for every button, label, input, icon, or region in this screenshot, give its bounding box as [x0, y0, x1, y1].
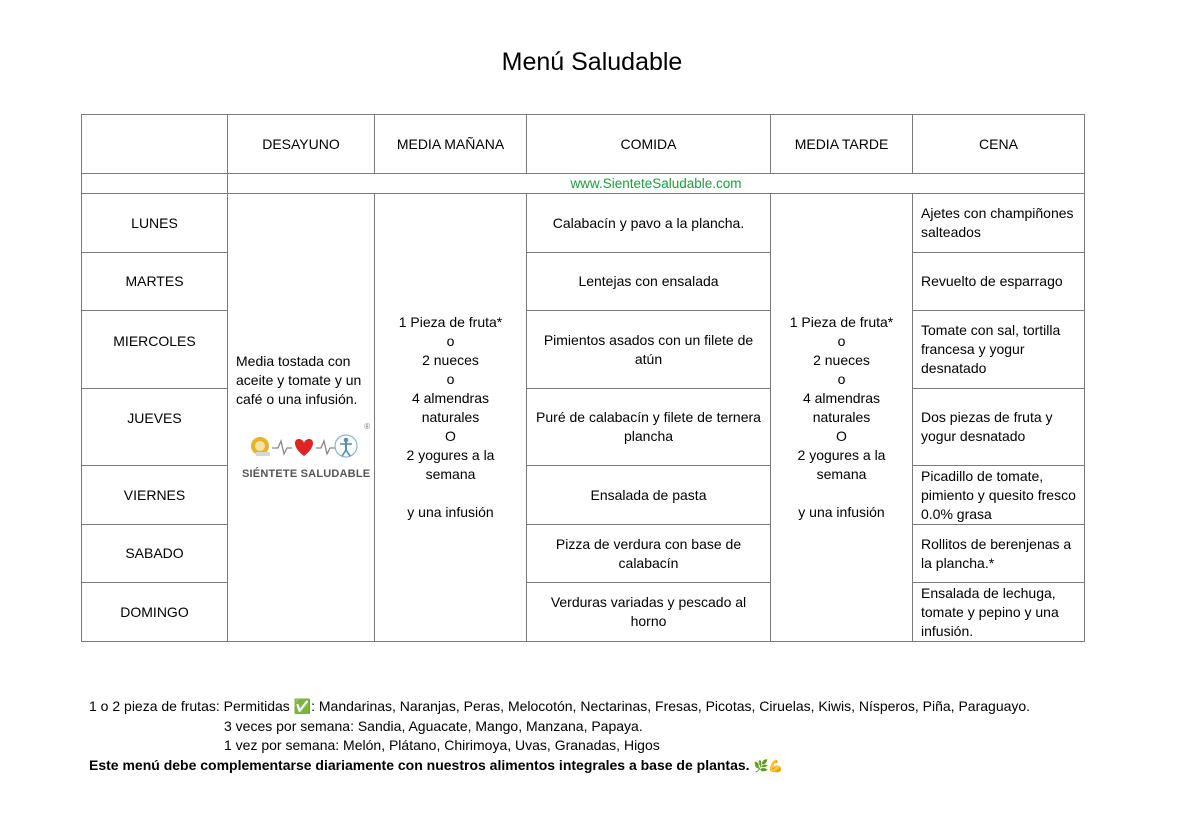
desayuno-text: Media tostada con aceite y tomate y un café o una infusión. — [236, 352, 362, 407]
snack-line: naturales — [812, 409, 871, 425]
siente-saludable-logo — [242, 421, 371, 484]
cena-cell: Ajetes con champiñones salteados — [913, 194, 1085, 253]
table-row — [82, 194, 1085, 253]
cena-cell: Revuelto de esparrago — [913, 253, 1085, 311]
day-label: SABADO — [82, 525, 228, 583]
comida-cell: Verduras variadas y pescado al horno — [527, 583, 771, 642]
snack-line: naturales — [421, 409, 480, 425]
snack-spacer — [779, 484, 904, 503]
pulse-line-right — [316, 441, 335, 454]
cena-cell: Tomate con sal, tortilla francesa y yogur desnatado — [913, 311, 1085, 389]
comida-cell: Calabacín y pavo a la plancha. — [527, 194, 771, 253]
comida-cell: Pimientos asados con un filete de atún — [527, 311, 771, 389]
day-label: MIERCOLES — [82, 311, 228, 389]
comida-cell: Pizza de verdura con base de calabacín — [527, 525, 771, 583]
snack-line: 4 almendras — [802, 390, 881, 406]
cena-cell: Picadillo de tomate, pimiento y quesito fresco 0.0% grasa — [913, 466, 1085, 525]
cena-cell: Ensalada de lechuga, tomate y pepino y una infusión. — [913, 583, 1085, 642]
website-link[interactable]: www.SienteteSaludable.com — [228, 174, 1085, 194]
snack-line: 1 Pieza de fruta* — [789, 314, 894, 330]
notes-line-three-times: 3 veces por semana: Sandia, Aguacate, Mango, Manzana, Papaya. — [224, 717, 643, 734]
snack-line: 2 yogures a la — [406, 447, 495, 463]
cena-cell: Rollitos de berenjenas a la plancha.* — [913, 525, 1085, 583]
cena-cell: Dos piezas de fruta y yogur desnatado — [913, 389, 1085, 466]
header-media-tarde: MEDIA TARDE — [771, 115, 913, 174]
comida-cell: Ensalada de pasta — [527, 466, 771, 525]
snack-line: 2 nueces — [813, 352, 870, 368]
logo-text: SIÉNTETE SALUDABLE — [242, 467, 371, 480]
media-tarde-cell — [771, 194, 913, 642]
day-label: DOMINGO — [82, 583, 228, 642]
website-row — [82, 174, 1085, 194]
snack-line: 1 Pieza de fruta* — [398, 314, 503, 330]
comida-cell: Lentejas con ensalada — [527, 253, 771, 311]
snack-line: semana — [425, 466, 476, 482]
snack-line: o — [446, 333, 455, 349]
apple-scale-icon — [251, 437, 270, 456]
snack-line: y una infusión — [798, 504, 885, 520]
complement-text: Este menú debe complementarse diariamente con nuestros alimentos integrales a base de plantas. — [89, 756, 750, 773]
heart-icon — [295, 439, 313, 456]
notes-line-once: 1 vez por semana: Melón, Plátano, Chirimoya, Uvas, Granadas, Higos — [224, 737, 660, 753]
header-row — [82, 115, 1085, 174]
snack-line: 4 almendras — [411, 390, 490, 406]
snack-line: o — [446, 371, 455, 387]
snack-line: semana — [816, 466, 867, 482]
website-empty-cell — [82, 174, 228, 194]
snack-line: y una infusión — [407, 504, 494, 520]
snack-line: 2 yogures a la — [797, 447, 886, 463]
notes-line-complement — [89, 756, 1030, 777]
logo-icons — [248, 431, 360, 461]
day-label: VIERNES — [82, 466, 228, 525]
header-media-manana: MEDIA MAÑANA — [375, 115, 527, 174]
snack-line: O — [445, 428, 456, 444]
snack-line: O — [836, 428, 847, 444]
snack-line: o — [837, 371, 846, 387]
snack-line: 2 nueces — [422, 352, 479, 368]
pulse-line-left — [272, 441, 292, 454]
snack-line: o — [837, 333, 846, 349]
day-label: MARTES — [82, 253, 228, 311]
fruit-notes — [89, 697, 1030, 776]
header-comida: COMIDA — [527, 115, 771, 174]
desayuno-cell — [228, 194, 375, 642]
page-title: Menú Saludable — [501, 48, 683, 76]
header-cena: CENA — [913, 115, 1085, 174]
person-icon — [335, 435, 357, 457]
leaf-muscle-icon: 🌿💪 — [753, 758, 784, 773]
menu-table — [81, 114, 1085, 642]
header-desayuno: DESAYUNO — [228, 115, 375, 174]
notes-line-permitted: 1 o 2 pieza de frutas: Permitidas ✅: Mandarinas, Naranjas, Peras, Melocotón, Nectarinas, Fresas, Picotas, Ciruelas, Kiwis, Nísperos, Piña, Paraguayo. — [89, 698, 1031, 714]
registered-mark: ® — [364, 421, 370, 431]
snack-spacer — [383, 484, 518, 503]
day-label: LUNES — [82, 194, 228, 253]
header-empty — [82, 115, 228, 174]
media-manana-cell — [375, 194, 527, 642]
day-label: JUEVES — [82, 389, 228, 466]
comida-cell: Puré de calabacín y filete de ternera plancha — [527, 389, 771, 466]
